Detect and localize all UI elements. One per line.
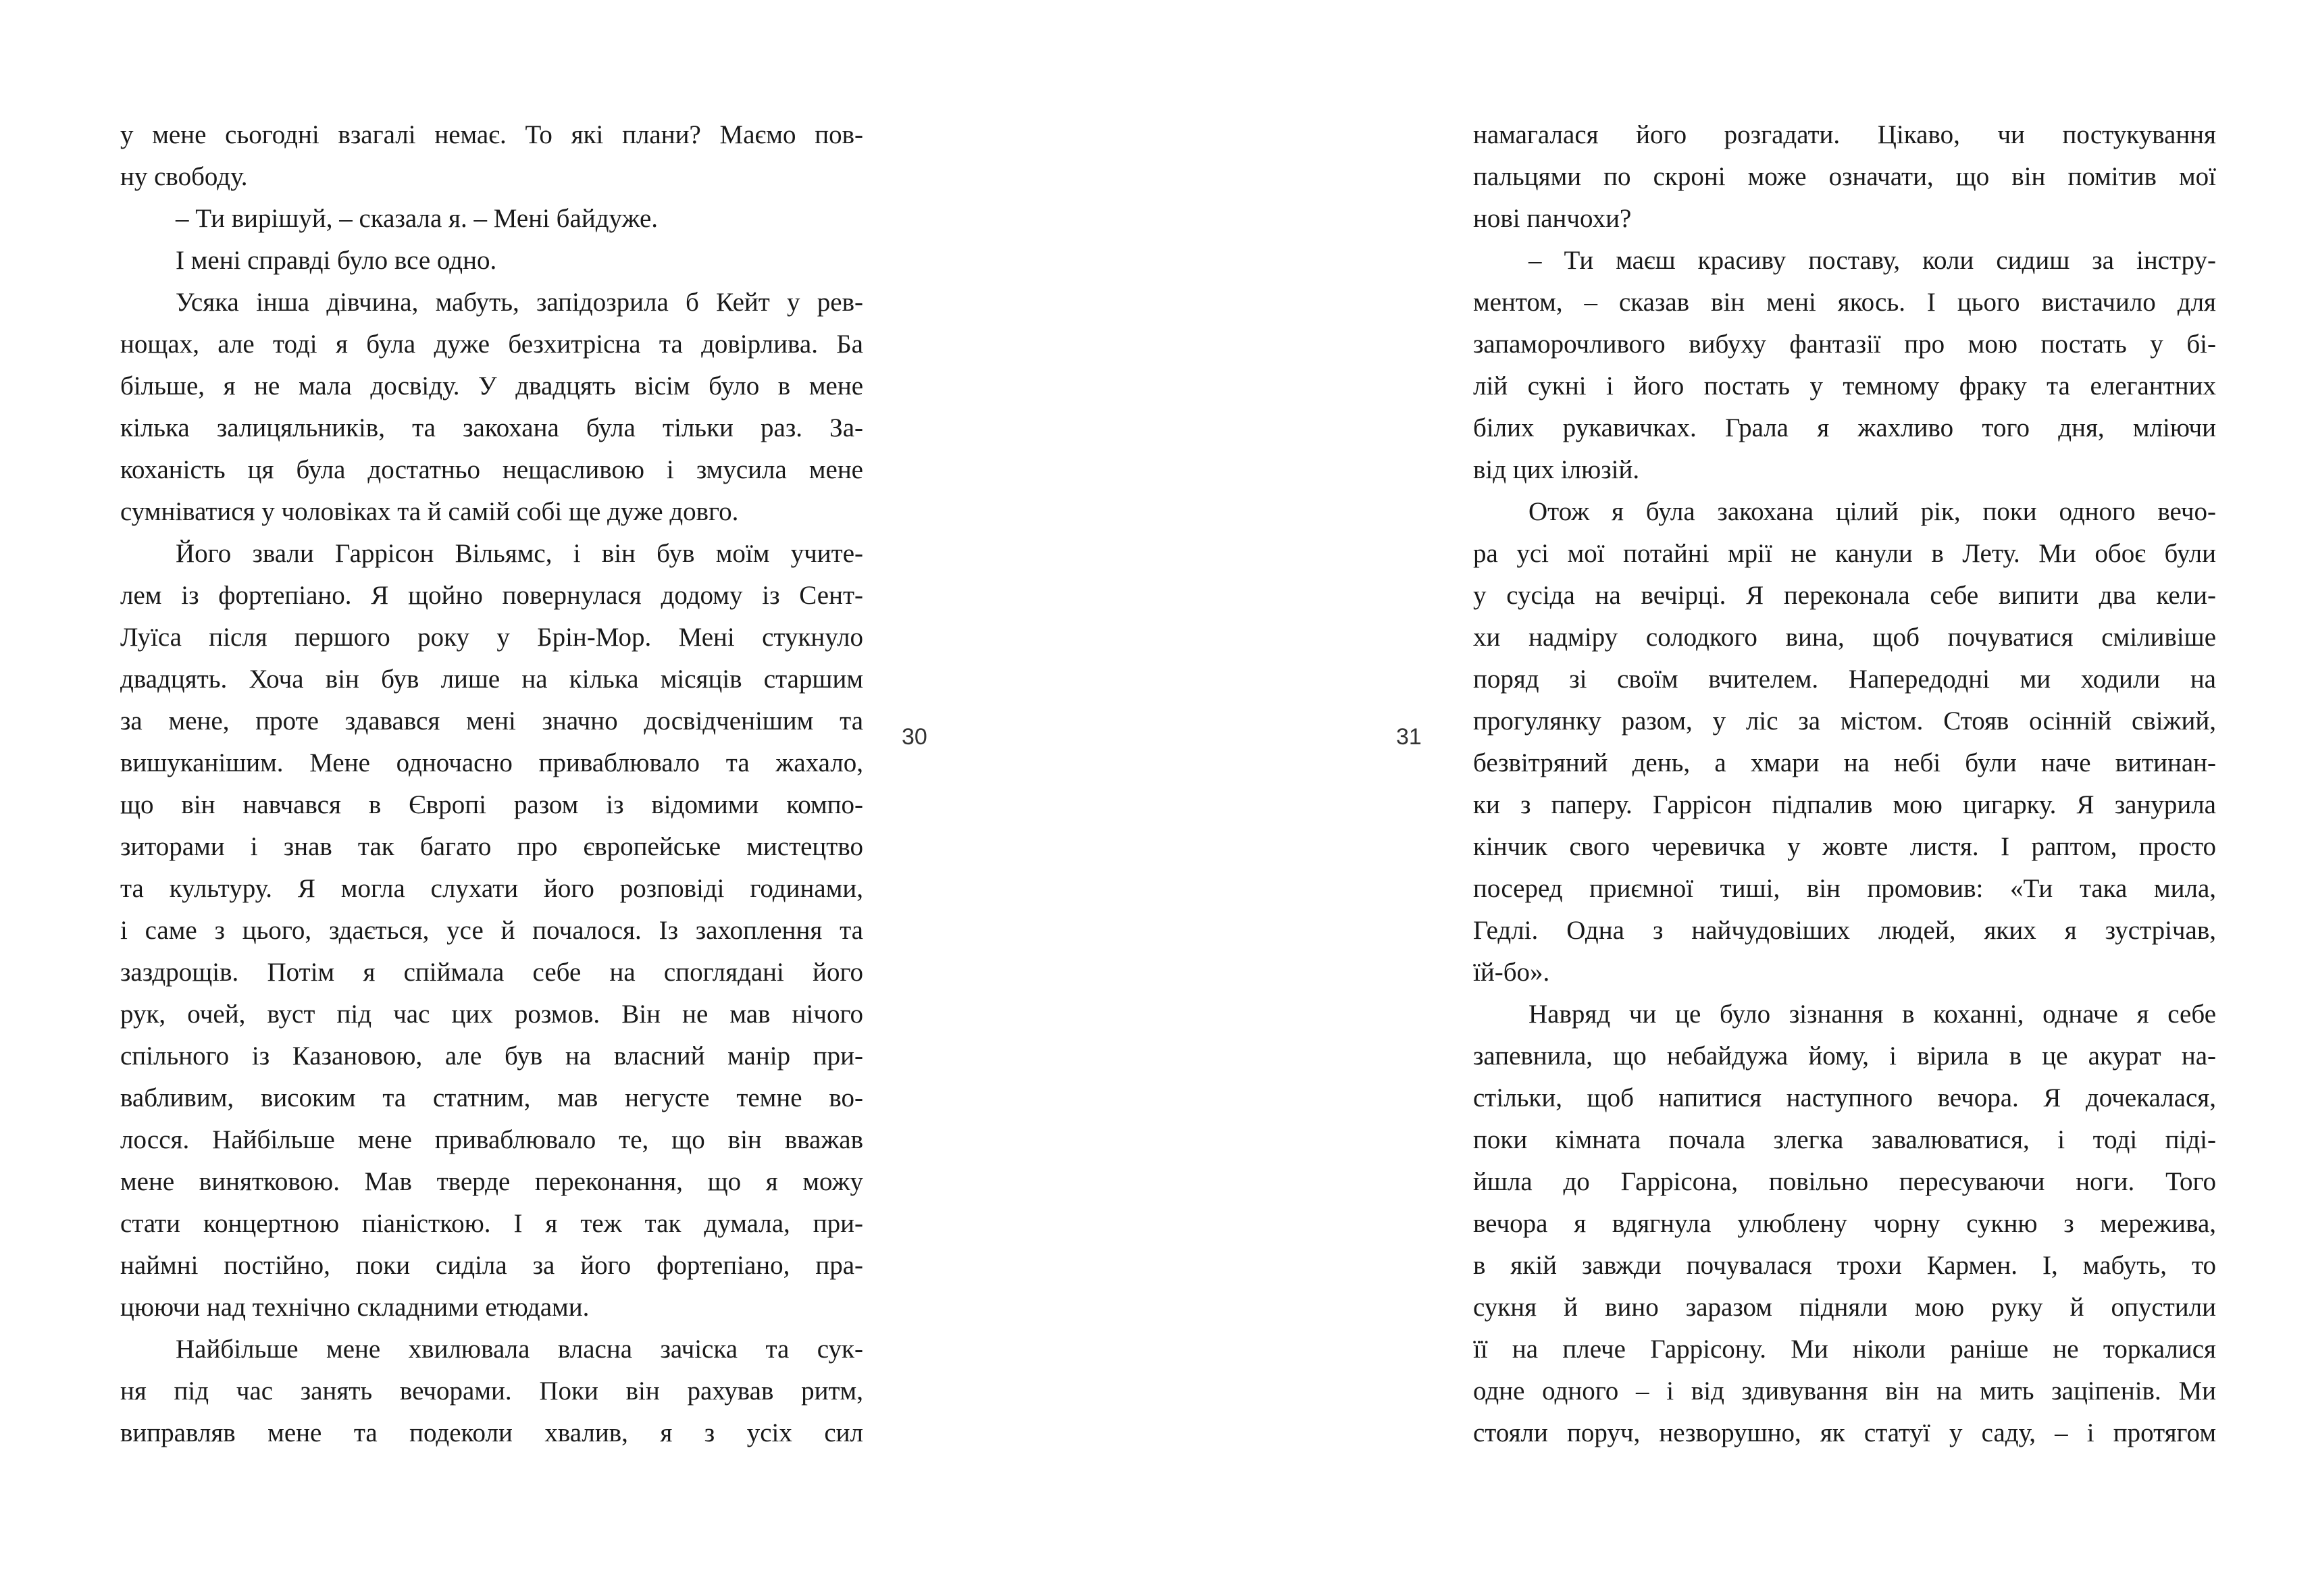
- text-line: – Ти вирішуй, – сказала я. – Мені байдуже.: [176, 204, 659, 233]
- text-line: у сусіда на вечірці. Я переконала себе випити два кели-: [1473, 581, 2216, 610]
- text-line: нові панчохи?: [1473, 204, 1632, 233]
- text-line: Гедлі. Одна з найчудовіших людей, яких я зустрічав,: [1473, 916, 2216, 945]
- left-page-text: [120, 114, 863, 1454]
- text-line: стояли поруч, незворушно, як статуї у саду, – і протягом: [1473, 1418, 2216, 1447]
- text-line: пальцями по скроні може означати, що він помітив мої: [1473, 162, 2216, 191]
- text-line: запаморочливого вибуху фантазії про мою постать у бі-: [1473, 330, 2216, 359]
- page-number-left: 30: [902, 724, 927, 750]
- text-line: ментом, – сказав він мені якось. І цього вистачило для: [1473, 288, 2216, 317]
- text-line: та культуру. Я могла слухати його розповіді годинами,: [120, 874, 863, 903]
- text-line: Навряд чи це було зізнання в коханні, одначе я себе: [1528, 1000, 2216, 1029]
- text-line: ра усі мої потайні мрії не канули в Лету. Ми обоє були: [1473, 539, 2216, 568]
- text-line: ки з паперу. Гаррісон підпалив мою цигарку. Я занурила: [1473, 790, 2216, 819]
- right-page-text: [1473, 114, 2216, 1454]
- text-line: від цих ілюзій.: [1473, 455, 1640, 484]
- text-line: за мене, проте здавався мені значно досвідченішим та: [120, 706, 863, 736]
- text-line: зиторами і знав так багато про європейське мистецтво: [120, 832, 863, 861]
- text-line: стати концертною піаністкою. І я теж так думала, при-: [120, 1209, 863, 1238]
- text-line: лосся. Найбільше мене приваблювало те, що він вважав: [120, 1125, 863, 1154]
- text-line: лій сукні і його постать у темному фраку та елегантних: [1473, 371, 2216, 401]
- text-line: нощах, але тоді я була дуже безхитрісна та довірлива. Ба: [120, 330, 863, 359]
- text-line: хи надміру солодкого вина, щоб почуватися сміливіше: [1473, 623, 2216, 652]
- text-line: стільки, щоб напитися наступного вечора. Я дочекалася,: [1473, 1083, 2216, 1112]
- text-line: посеред приємної тиші, він промовив: «Ти така мила,: [1473, 874, 2216, 903]
- text-line: йшла до Гаррісона, повільно пересуваючи ноги. Того: [1473, 1167, 2216, 1196]
- text-line: вечора я вдягнула улюблену чорну сукню з мережива,: [1473, 1209, 2216, 1238]
- text-line: сумніватися у чоловіках та й самій собі ще дуже довго.: [120, 497, 739, 526]
- text-line: коханість ця була достатньо нещасливою і змусила мене: [120, 455, 863, 484]
- text-line: одне одного – і від здивування він на мить заціпенів. Ми: [1473, 1376, 2216, 1406]
- text-line: двадцять. Хоча він був лише на кілька місяців старшим: [120, 665, 863, 694]
- text-line: І мені справді було все одно.: [176, 246, 497, 275]
- text-line: прогулянку разом, у ліс за містом. Стояв осінній свіжий,: [1473, 706, 2216, 736]
- text-line: що він навчався в Європі разом із відомими компо-: [120, 790, 863, 819]
- text-line: ну свободу.: [120, 162, 248, 191]
- text-line: поряд зі своїм вчителем. Напередодні ми ходили на: [1473, 665, 2216, 694]
- text-line: цюючи над технічно складними етюдами.: [120, 1293, 590, 1322]
- page-number-right: 31: [1396, 724, 1422, 750]
- text-line: кілька залицяльників, та закохана була тільки раз. За-: [120, 413, 863, 442]
- text-line: Найбільше мене хвилювала власна зачіска та сук-: [176, 1335, 863, 1364]
- text-line: виправляв мене та подеколи хвалив, я з усіх сил: [120, 1418, 863, 1447]
- text-line: запевнила, що небайдужа йому, і вірила в це акурат на-: [1473, 1041, 2216, 1071]
- text-line: безвітряний день, а хмари на небі були наче витинан-: [1473, 748, 2216, 777]
- text-line: в якій завжди почувалася трохи Кармен. І, мабуть, то: [1473, 1251, 2216, 1280]
- text-line: мене винятковою. Мав тверде переконання, що я можу: [120, 1167, 863, 1196]
- text-line: Отож я була закохана цілий рік, поки одного вечо-: [1528, 497, 2216, 526]
- text-line: вишуканішим. Мене одночасно приваблювало та жахало,: [120, 748, 863, 777]
- text-line: і саме з цього, здається, усе й почалося. Із захоплення та: [120, 916, 863, 945]
- text-line: рук, очей, вуст під час цих розмов. Він не мав нічого: [120, 1000, 863, 1029]
- text-line: їй-бо».: [1473, 958, 1550, 987]
- text-line: сукня й вино заразом підняли мою руку й опустили: [1473, 1293, 2216, 1322]
- text-line: більше, я не мала досвіду. У двадцять вісім було в мене: [120, 371, 863, 401]
- text-line: кінчик свого черевичка у жовте листя. І раптом, просто: [1473, 832, 2216, 861]
- text-line: поки кімната почала злегка завалюватися, і тоді піді-: [1473, 1125, 2216, 1154]
- right-page: [1157, 0, 2314, 1596]
- text-line: Його звали Гаррісон Вільямс, і він був моїм учите-: [176, 539, 863, 568]
- text-line: спільного із Казановою, але був на власний манір при-: [120, 1041, 863, 1071]
- text-line: її на плече Гаррісону. Ми ніколи раніше не торкалися: [1473, 1335, 2216, 1364]
- text-line: лем із фортепіано. Я щойно повернулася додому із Сент-: [120, 581, 863, 610]
- text-line: наймні постійно, поки сиділа за його фортепіано, пра-: [120, 1251, 863, 1280]
- text-line: ня під час занять вечорами. Поки він рахував ритм,: [120, 1376, 863, 1406]
- text-line: вабливим, високим та статним, мав негусте темне во-: [120, 1083, 863, 1112]
- text-line: – Ти маєш красиву поставу, коли сидиш за інстру-: [1528, 246, 2216, 275]
- text-line: Усяка інша дівчина, мабуть, запідозрила б Кейт у рев-: [176, 288, 863, 317]
- text-line: намагалася його розгадати. Цікаво, чи постукування: [1473, 120, 2216, 149]
- text-line: Луїса після першого року у Брін-Мор. Мені стукнуло: [120, 623, 863, 652]
- text-line: у мене сьогодні взагалі немає. То які плани? Маємо пов-: [120, 120, 863, 149]
- text-line: білих рукавичках. Грала я жахливо того дня, мліючи: [1473, 413, 2216, 442]
- text-line: заздрощів. Потім я спіймала себе на споглядані його: [120, 958, 863, 987]
